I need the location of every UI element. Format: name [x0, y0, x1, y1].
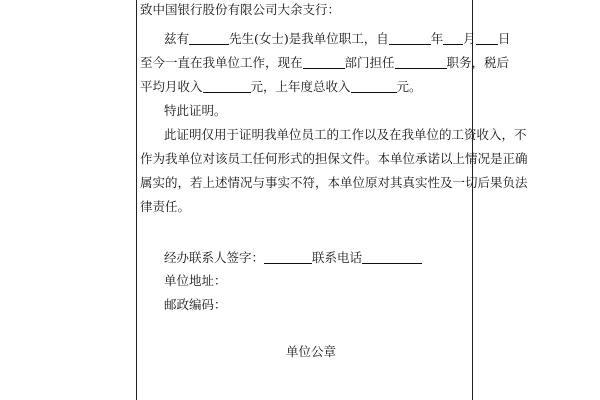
day-suffix: 日: [497, 31, 511, 46]
disclaimer-line-4: 律责任。: [140, 199, 191, 214]
employee-prefix: 兹有: [164, 31, 190, 46]
signature-blank[interactable]: [264, 251, 312, 264]
start-day-blank[interactable]: [476, 32, 498, 45]
employment-line-1: [164, 32, 510, 46]
contact-signature-line: [164, 251, 422, 265]
monthly-income-suffix: 元，上年度总收入: [250, 79, 351, 94]
department-suffix: 部门担任: [344, 55, 395, 70]
employment-line-3: [140, 80, 422, 94]
employee-title: 先生(女士)是我单位职工，自: [229, 31, 389, 46]
certify-statement: 特此证明。: [164, 103, 227, 118]
employee-name-blank[interactable]: [189, 32, 229, 45]
position-blank[interactable]: [395, 56, 447, 69]
position-suffix: 职务，税后: [446, 55, 510, 70]
annual-income-suffix: 元。: [396, 79, 422, 94]
disclaimer-line-3: 属实的，若上述情况与事实不符，本单位原对其真实性及一切后果负法: [140, 175, 528, 190]
official-seal-label: 单位公章: [286, 344, 337, 359]
postal-code-label: 邮政编码：: [164, 297, 227, 312]
work-status-text: 至今一直在我单位工作，现在: [140, 55, 303, 70]
month-suffix: 月: [463, 31, 476, 46]
department-blank[interactable]: [303, 56, 345, 69]
phone-blank[interactable]: [362, 251, 422, 264]
disclaimer-line-2: 作为我单位对该员工任何形式的担保文件。本单位承诺以上情况是正确: [140, 151, 528, 166]
monthly-income-label: 平均月收入: [140, 79, 203, 94]
start-year-blank[interactable]: [389, 32, 431, 45]
address-label: 单位地址：: [164, 273, 227, 288]
phone-label: 联系电话: [312, 250, 363, 265]
left-border-rule: [136, 0, 137, 400]
employment-line-2: [140, 56, 509, 70]
salutation: 致中国银行股份有限公司大余支行：: [140, 2, 341, 17]
disclaimer-line-1: 此证明仅用于证明我单位员工的工作以及在我单位的工资收入，不: [164, 127, 527, 142]
signature-label: 经办联系人签字：: [164, 250, 265, 265]
start-month-blank[interactable]: [443, 32, 463, 45]
year-suffix: 年: [430, 31, 444, 46]
annual-income-blank[interactable]: [351, 80, 397, 93]
monthly-income-blank[interactable]: [203, 80, 251, 93]
